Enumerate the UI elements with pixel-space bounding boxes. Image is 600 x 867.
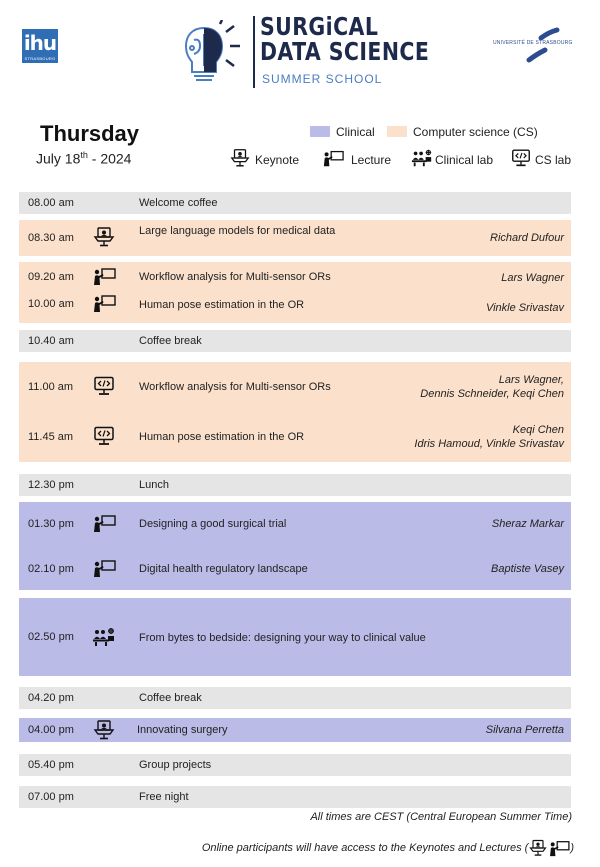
cs-lab-icon: [510, 148, 532, 168]
time-label: 08.00 am: [28, 197, 74, 209]
speaker-name: Silvana Perretta: [485, 724, 564, 736]
schedule-row-0700: [19, 786, 571, 808]
schedule-row-0400: [19, 718, 571, 742]
schedule-block-clinical-lectures: [19, 502, 571, 590]
time-label: 12.30 pm: [28, 479, 74, 491]
session-title: Group projects: [139, 759, 212, 771]
page-date: July 18th - 2024: [36, 150, 132, 167]
lecture-icon: [92, 558, 116, 578]
lecture-icon: [92, 266, 116, 286]
brain-lightbulb-icon: [180, 20, 244, 86]
schedule-row-1230: [19, 474, 571, 496]
page-title: Thursday: [40, 121, 140, 146]
session-title: Innovating surgery: [137, 724, 228, 736]
logo-title-line1: SURGiCAL: [260, 12, 379, 41]
schedule-row-0800: [19, 192, 571, 214]
surgical-data-science-logo: [180, 12, 430, 94]
time-label: 07.00 pm: [28, 791, 74, 803]
session-title: Welcome coffee: [139, 197, 218, 209]
unistra-swoosh-icon: [521, 26, 561, 66]
session-title: Lunch: [139, 479, 169, 491]
legend-lecture-label: Lecture: [351, 153, 392, 167]
speaker-name: Sheraz Markar: [491, 518, 564, 530]
legend-cs-swatch: [387, 126, 407, 137]
time-label: 04.00 pm: [28, 724, 74, 736]
time-label: 04.20 pm: [28, 692, 74, 704]
session-title: Coffee break: [139, 335, 202, 347]
unistra-logo-text: UNIVERSITÉ DE STRASBOURG: [493, 40, 573, 46]
speaker-line: Keqi Chen: [512, 424, 564, 436]
time-label: 11.00 am: [28, 381, 74, 393]
schedule-row-1040: [19, 330, 571, 352]
lecture-icon: [92, 293, 116, 313]
logo-subtitle: SUMMER SCHOOL: [262, 72, 383, 86]
speaker-name: Vinkle Srivastav: [485, 302, 564, 314]
speaker-line: Dennis Schneider, Keqi Chen: [420, 388, 564, 400]
time-label: 09.20 am: [28, 271, 74, 283]
logo-divider: [253, 16, 255, 88]
speaker-name: Lars Wagner: [501, 272, 564, 284]
session-title: Designing a good surgical trial: [139, 518, 287, 530]
legend-clinical-lab-label: Clinical lab: [435, 153, 494, 167]
keynote-icon: [528, 839, 548, 857]
unistra-logo: [493, 26, 573, 66]
online-note-suffix: ): [570, 841, 574, 854]
time-label: 11.45 am: [28, 431, 74, 443]
ihu-logo-sub: STRASBOURG: [24, 56, 56, 61]
cs-lab-icon: [92, 426, 116, 446]
schedule-row-0540: [19, 754, 571, 776]
clinical-lab-icon: [92, 627, 116, 647]
speaker-name: Richard Dufour: [490, 232, 564, 244]
logo-title-line2: DATA SCIENCE: [260, 37, 430, 66]
schedule-row-0830: [19, 220, 571, 256]
session-title: Human pose estimation in the OR: [139, 299, 305, 311]
session-title: Large language models for medical data: [139, 225, 336, 237]
speaker-line: Lars Wagner,: [498, 374, 564, 386]
legend-cs-lab-label: CS lab: [535, 153, 572, 167]
session-title: Workflow analysis for Multi-sensor ORs: [139, 271, 331, 283]
ihu-logo: [22, 29, 58, 63]
session-title: Coffee break: [139, 692, 202, 704]
clinical-lab-icon: [411, 148, 433, 168]
session-title: Workflow analysis for Multi-sensor ORs: [139, 381, 331, 393]
logo-title: [260, 14, 429, 64]
speaker-names: [414, 423, 564, 451]
schedule-row-0250: [19, 598, 571, 676]
keynote-icon: [92, 720, 116, 740]
legend-cs-label: Computer science (CS): [413, 125, 538, 139]
online-access-note: [202, 839, 574, 857]
session-title: Digital health regulatory landscape: [139, 563, 308, 575]
schedule-block-morning-lectures: [19, 262, 571, 323]
time-label: 05.40 pm: [28, 759, 74, 771]
online-note-text: Online participants will have access to the Keynotes and Lectures (: [201, 841, 529, 854]
time-label: 02.10 pm: [28, 563, 74, 575]
legend-keynote-label: Keynote: [255, 153, 300, 167]
schedule-row-0420: [19, 687, 571, 709]
time-label: 02.50 pm: [28, 631, 74, 643]
legend-clinical-swatch: [310, 126, 330, 137]
session-title: Human pose estimation in the OR: [139, 431, 305, 443]
lecture-icon: [92, 513, 116, 533]
schedule-block-cs-labs: [19, 362, 571, 462]
keynote-icon: [92, 227, 116, 247]
lecture-icon: [322, 148, 344, 168]
session-title: Free night: [139, 791, 189, 803]
legend-clinical-label: Clinical: [336, 125, 375, 139]
timezone-note: All times are CEST (Central European Summer Time): [310, 811, 572, 823]
time-label: 01.30 pm: [28, 518, 74, 530]
lecture-icon: [548, 839, 570, 857]
cs-lab-icon: [92, 376, 116, 396]
time-label: 08.30 am: [28, 232, 74, 244]
keynote-icon: [229, 148, 251, 168]
speaker-names: [420, 373, 564, 401]
time-label: 10.40 am: [28, 335, 74, 347]
speaker-name: Baptiste Vasey: [491, 563, 564, 575]
time-label: 10.00 am: [28, 298, 74, 310]
speaker-line: Idris Hamoud, Vinkle Srivastav: [414, 438, 564, 450]
session-title: From bytes to bedside: designing your way to clinical value: [139, 632, 426, 644]
ihu-logo-text: ihu: [23, 31, 57, 55]
